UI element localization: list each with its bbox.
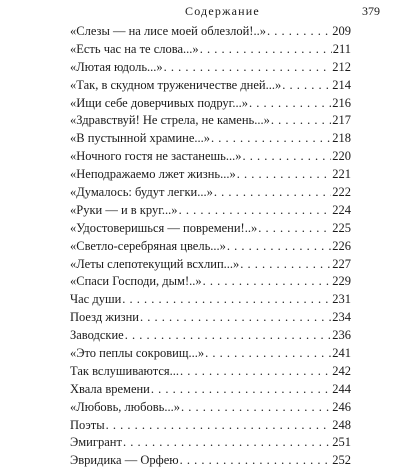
toc-leader-dots: [125, 327, 332, 345]
toc-entry: [70, 130, 351, 148]
toc-entry: [70, 166, 351, 184]
toc-entry-title: Поезд жизни: [70, 310, 139, 325]
toc-leader-dots: [180, 452, 332, 470]
toc-leader-dots: [227, 238, 331, 256]
toc-entry: [70, 399, 351, 417]
toc-entry-page: 252: [332, 453, 351, 468]
toc-entry: [70, 452, 351, 470]
toc-entry: [70, 238, 351, 256]
toc-entry-title: «Ищи себе доверчивых подруг...»: [70, 95, 249, 110]
toc-entry-page: 248: [332, 417, 351, 432]
toc-entry-title: «Думалось: будут легки...»: [70, 185, 213, 200]
toc-entry-page: 241: [332, 346, 351, 361]
toc-entry: [70, 273, 351, 291]
toc-entry: [70, 41, 351, 59]
toc-leader-dots: [164, 59, 332, 77]
toc-entry: [70, 220, 351, 238]
toc-leader-dots: [200, 41, 332, 59]
toc-entry-page: 242: [332, 363, 351, 378]
toc-leader-dots: [240, 256, 331, 274]
toc-entry-title: Час души: [70, 292, 122, 307]
toc-entry: [70, 327, 351, 345]
toc-entry-page: 214: [332, 77, 351, 92]
toc-entry: [70, 59, 351, 77]
running-header: [70, 2, 380, 20]
toc-entry-page: 224: [332, 202, 351, 217]
toc-entry-page: 231: [332, 292, 351, 307]
toc-entry-title: «В пустынной храмине...»: [70, 131, 211, 146]
toc-entry-page: 246: [332, 399, 351, 414]
toc-leader-dots: [211, 130, 331, 148]
toc-entry-title: Поэты: [70, 417, 105, 432]
toc-entry-title: Эвридика — Орфею: [70, 453, 179, 468]
toc-entry-page: 212: [332, 59, 351, 74]
toc-entry-page: 220: [332, 149, 351, 164]
toc-entry-title: «Здравствуй! Не стрела, не камень...»: [70, 113, 270, 128]
toc-leader-dots: [267, 23, 331, 41]
toc-entry-page: 244: [332, 381, 351, 396]
toc-leader-dots: [180, 363, 331, 381]
toc-entry: [70, 291, 351, 309]
toc-entry-page: 218: [332, 131, 351, 146]
toc-entry-page: 251: [332, 435, 351, 450]
toc-leader-dots: [271, 112, 331, 130]
toc-leader-dots: [282, 77, 331, 95]
toc-entry-title: Так вслушиваются...: [70, 363, 179, 378]
toc-leader-dots: [258, 220, 331, 238]
toc-leader-dots: [214, 184, 331, 202]
toc-entry-page: 221: [332, 167, 351, 182]
toc-entry-title: «Ночного гостя не застанешь...»: [70, 149, 242, 164]
toc-entry-page: 226: [332, 238, 351, 253]
toc-leader-dots: [181, 399, 331, 417]
running-header-title: Содержание: [185, 4, 260, 18]
toc-entry-page: 209: [332, 24, 351, 38]
toc-entry-title: Эмигрант: [70, 435, 122, 450]
toc-leader-dots: [122, 291, 331, 309]
toc-entry-title: «Светло-серебряная цвель...»: [70, 238, 226, 253]
toc-entry-title: «Леты слепотекущий всхлип...»: [70, 256, 240, 271]
toc-entry: [70, 381, 351, 399]
toc-entry: [70, 184, 351, 202]
toc-entry-page: 222: [332, 185, 351, 200]
toc-entry: [70, 345, 351, 363]
toc-leader-dots: [151, 381, 331, 399]
page-number: 379: [362, 4, 380, 18]
toc-entry: [70, 202, 351, 220]
toc-entry-page: 234: [332, 310, 351, 325]
toc-entry-page: 236: [332, 328, 351, 343]
toc-entry-page: 229: [332, 274, 351, 289]
toc-entry: [70, 148, 351, 166]
toc-entry-title: «Лютая юдоль...»: [70, 59, 163, 74]
toc-entry-title: «Неподражаемо лжет жизнь...»: [70, 167, 236, 182]
toc-entry: [70, 95, 351, 113]
toc-entry-title: Заводские: [70, 328, 124, 343]
toc-entry-title: «Любовь, любовь...»: [70, 399, 180, 414]
toc-leader-dots: [179, 202, 332, 220]
toc-entry-title: «Есть час на те слова...»: [70, 41, 199, 56]
table-of-contents: [70, 23, 351, 470]
toc-leader-dots: [123, 434, 331, 452]
toc-entry: [70, 309, 351, 327]
toc-entry-title: «Так, в скудном труженичестве дней...»: [70, 77, 282, 92]
toc-leader-dots: [205, 345, 331, 363]
toc-leader-dots: [249, 95, 331, 113]
toc-entry: [70, 112, 351, 130]
toc-leader-dots: [203, 273, 332, 291]
toc-entry-title: «Спаси Господи, дым!..»: [70, 274, 202, 289]
toc-entry-page: 217: [332, 113, 351, 128]
toc-leader-dots: [140, 309, 331, 327]
toc-leader-dots: [242, 148, 331, 166]
toc-leader-dots: [237, 166, 332, 184]
toc-entry: [70, 77, 351, 95]
toc-leader-dots: [106, 417, 332, 435]
toc-entry-title: «Слезы — на лисе моей облезлой!..»: [70, 24, 266, 38]
toc-entry: [70, 256, 351, 274]
toc-entry: [70, 417, 351, 435]
toc-entry: [70, 434, 351, 452]
toc-entry-page: 225: [332, 220, 351, 235]
toc-entry-title: «Руки — и в круг...»: [70, 202, 178, 217]
toc-entry-title: «Удостоверишься — повремени!..»: [70, 220, 258, 235]
toc-entry-page: 227: [332, 256, 351, 271]
toc-entry-page: 211: [332, 41, 351, 56]
toc-entry: [70, 23, 351, 41]
toc-entry-page: 216: [332, 95, 351, 110]
toc-entry-title: Хвала времени: [70, 381, 150, 396]
toc-entry: [70, 363, 351, 381]
toc-entry-title: «Это пеплы сокровищ...»: [70, 346, 205, 361]
